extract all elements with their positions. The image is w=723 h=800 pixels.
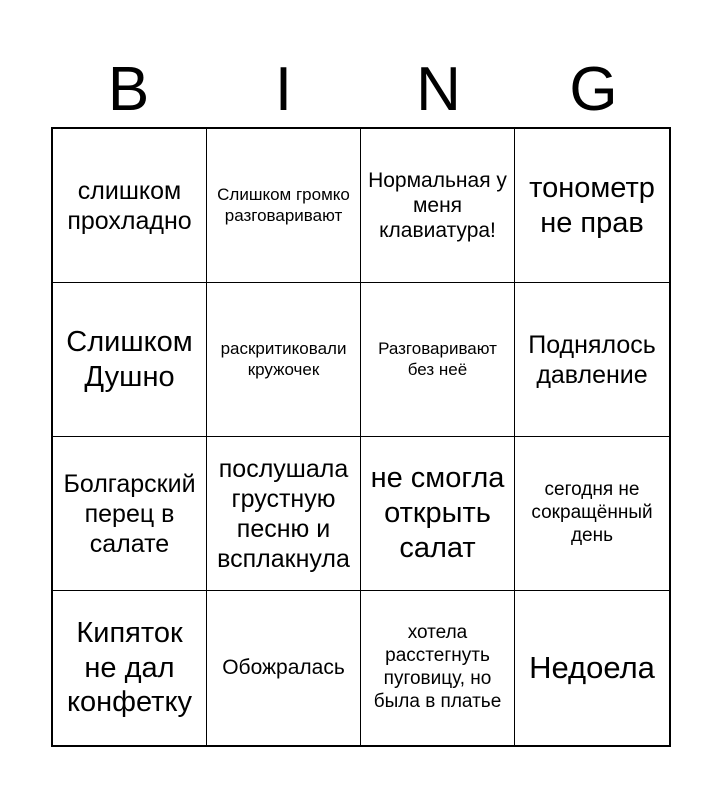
- bingo-cell[interactable]: Недоела: [529, 650, 655, 686]
- bingo-header: [51, 52, 671, 128]
- bingo-cell[interactable]: раскритиковали кружочек: [207, 283, 361, 437]
- header-letter-i: I: [274, 55, 293, 124]
- header-letter-b: B: [107, 55, 150, 124]
- bingo-cell[interactable]: тонометр не прав: [515, 129, 669, 283]
- header-letter-n: N: [416, 55, 461, 124]
- bingo-cell[interactable]: не смогла открыть салат: [361, 437, 515, 591]
- bingo-cell[interactable]: Разговаривают без неё: [361, 283, 515, 437]
- bingo-card-grid: [51, 127, 671, 747]
- bingo-cell[interactable]: Слишком Душно: [53, 283, 207, 437]
- bingo-cell[interactable]: хотела расстегнуть пуговицу, но была в платье: [361, 591, 515, 745]
- bingo-cell[interactable]: Слишком громко разговаривают: [207, 129, 361, 283]
- bingo-cell[interactable]: Нормальная у меня клавиатура!: [361, 129, 515, 283]
- bingo-cell[interactable]: Болгарский перец в салате: [53, 437, 207, 591]
- bingo-cell[interactable]: Обожралась: [207, 591, 361, 745]
- bingo-cell[interactable]: Кипяток не дал конфетку: [53, 591, 207, 745]
- header-letter-g: G: [569, 55, 618, 124]
- bingo-cell[interactable]: послушала грустную песню и всплакнула: [207, 437, 361, 591]
- bingo-cell[interactable]: сегодня не сокращённый день: [515, 437, 669, 591]
- bingo-cell[interactable]: слишком прохладно: [53, 129, 207, 283]
- bingo-cell[interactable]: Поднялось давление: [515, 283, 669, 437]
